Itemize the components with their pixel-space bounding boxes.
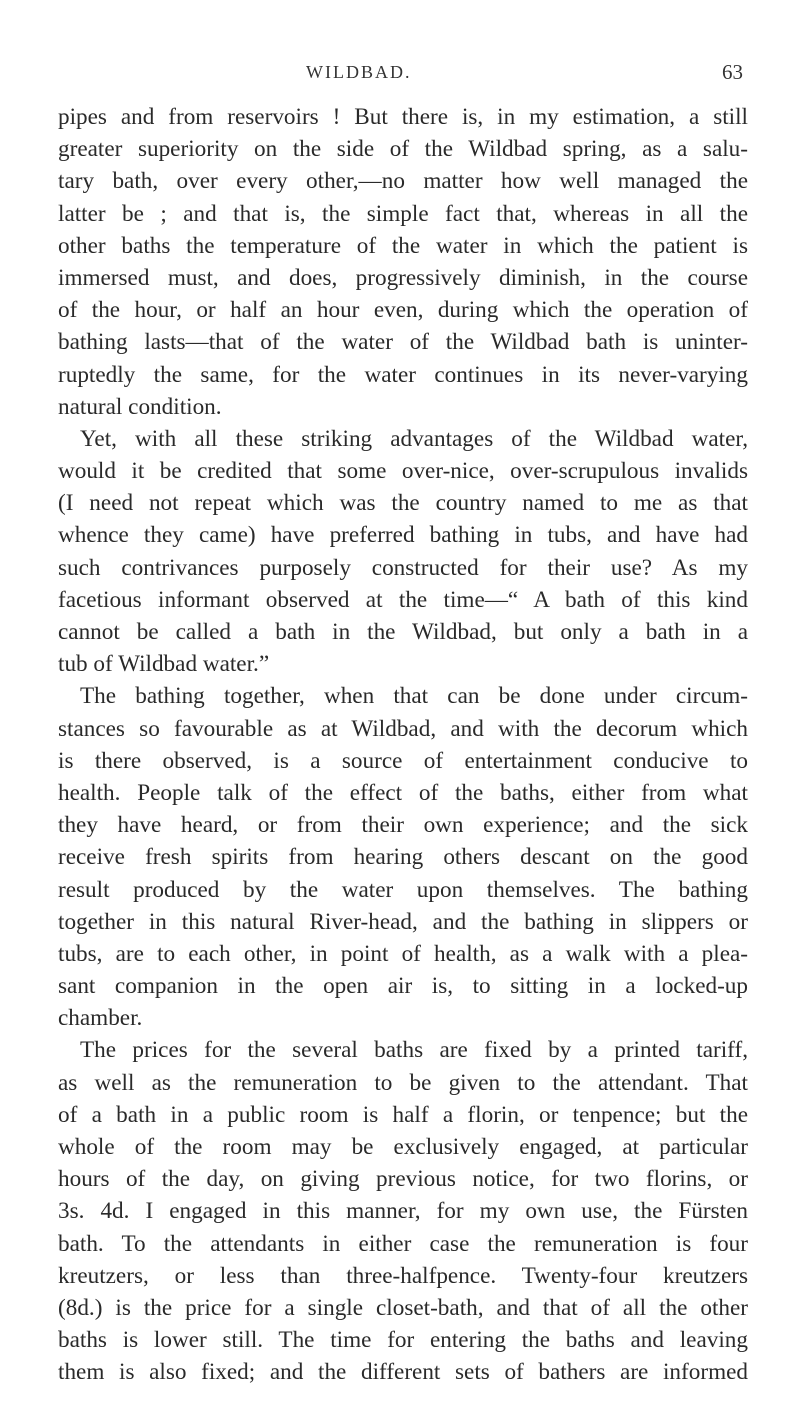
text-line: them is also fixed; and the different sets of bathers are informed <box>58 1359 748 1386</box>
paragraph <box>58 1034 748 1388</box>
text-line: baths is lower still. The time for entering the baths and leaving <box>58 1327 748 1354</box>
text-line: they have heard, or from their own experience; and the sick <box>58 812 748 839</box>
text-line: (I need not repeat which was the country named to me as that <box>58 490 748 517</box>
text-line: stances so favourable as at Wildbad, and with the decorum which <box>58 715 748 742</box>
text-line: pipes and from reservoirs ! But there is, in my estimation, a still <box>58 104 748 130</box>
text-line: whole of the room may be exclusively engaged, at particular <box>58 1134 748 1160</box>
text-line: tary bath, over every other,—no matter how well managed the <box>58 168 748 195</box>
text-line: latter be ; and that is, the simple fact that, whereas in all the <box>58 200 748 227</box>
text-line: chamber. <box>58 1005 143 1032</box>
text-line: such contrivances purposely constructed for their use? As my <box>58 554 748 581</box>
text-line: facetious informant observed at the time—“ A bath of this kind <box>58 586 748 613</box>
text-line: Yet, with all these striking advantages of the Wildbad water, <box>80 425 748 452</box>
text-line: The bathing together, when that can be done under circum- <box>80 683 748 710</box>
text-line: would it be credited that some over-nice, over-scrupulous invalids <box>58 458 748 485</box>
text-line: (8d.) is the price for a single closet-bath, and that of all the other <box>58 1294 748 1321</box>
text-line: bath. To the attendants in either case the remuneration is four <box>58 1230 748 1257</box>
text-line: whence they came) have preferred bathing in tubs, and have had <box>58 522 748 549</box>
text-line: natural condition. <box>58 393 222 420</box>
text-line: 3s. 4d. I engaged in this manner, for my own use, the Fürsten <box>58 1198 748 1225</box>
text-line: cannot be called a bath in the Wildbad, but only a bath in a <box>58 619 748 645</box>
text-line: as well as the remuneration to be given to the attendant. That <box>58 1069 748 1096</box>
text-line: other baths the temperature of the water in which the patient is <box>58 232 748 259</box>
text-line: tubs, are to each other, in point of health, as a walk with a plea- <box>58 940 748 967</box>
text-line: receive fresh spirits from hearing others descant on the good <box>58 844 748 871</box>
paragraph <box>58 680 748 1034</box>
text-line: sant companion in the open air is, to sitting in a locked-up <box>58 973 748 1000</box>
text-line: together in this natural River-head, and the bathing in slippers or <box>58 908 748 935</box>
text-line: The prices for the several baths are fixed by a printed tariff, <box>80 1037 748 1064</box>
text-line: ruptedly the same, for the water continues in its never-varying <box>58 361 748 388</box>
page-number: 63 <box>722 60 743 84</box>
text-line: hours of the day, on giving previous notice, for two florins, or <box>58 1166 748 1193</box>
text-line: tub of Wildbad water.” <box>58 651 270 678</box>
text-line: of a bath in a public room is half a florin, or tenpence; but the <box>58 1101 748 1128</box>
text-line: bathing lasts—that of the water of the Wildbad bath is uninter- <box>58 329 748 356</box>
text-line: greater superiority on the side of the Wildbad spring, as a salu- <box>58 136 748 163</box>
text-line: health. People talk of the effect of the baths, either from what <box>58 779 748 806</box>
text-line: immersed must, and does, progressively diminish, in the course <box>58 264 748 291</box>
text-line: result produced by the water upon themselves. The bathing <box>58 876 748 903</box>
paragraph <box>58 101 748 423</box>
text-line: is there observed, is a source of entertainment conducive to <box>58 747 748 774</box>
paragraph <box>58 423 748 681</box>
text-line: kreutzers, or less than three-halfpence. Twenty-four kreutzers <box>58 1262 748 1289</box>
text-line: of the hour, or half an hour even, during which the operation of <box>58 297 748 324</box>
running-head: WILDBAD. <box>306 62 412 82</box>
body-text <box>58 101 748 1389</box>
